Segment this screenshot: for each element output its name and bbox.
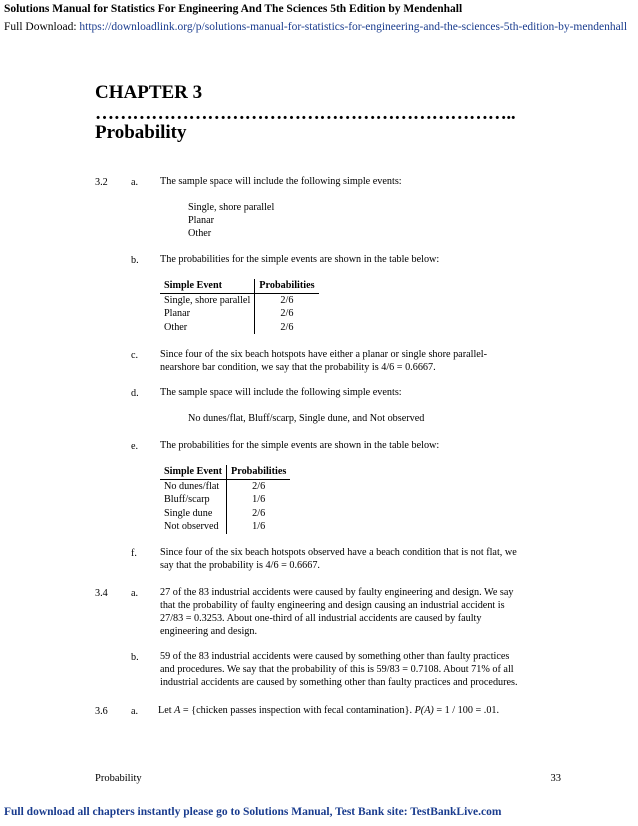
part-text: The probabilities for the simple events are shown in the table below: bbox=[160, 254, 440, 265]
part-text: 59 of the 83 industrial accidents were caused by something other than faulty practices bbox=[160, 651, 510, 662]
sample-space-item: Single, shore parallel bbox=[188, 202, 275, 213]
table-cell: Single, shore parallel bbox=[160, 293, 255, 307]
part-text: Since four of the six beach hotspots observed have a beach condition that is not flat, we bbox=[160, 547, 517, 558]
part-text: Since four of the six beach hotspots have either a planar or single shore parallel- bbox=[160, 349, 488, 360]
probability-table bbox=[160, 279, 319, 334]
dot-leader: ………………………………………………………….. bbox=[95, 103, 516, 124]
table-row bbox=[160, 321, 319, 335]
table-cell: Other bbox=[160, 321, 255, 335]
page-number: 33 bbox=[550, 773, 561, 784]
part-text: 27 of the 83 industrial accidents were caused by faulty engineering and design. We say bbox=[160, 587, 514, 598]
part-label: e. bbox=[131, 441, 139, 452]
problem-number: 3.2 bbox=[95, 177, 108, 188]
part-label: a. bbox=[131, 588, 139, 599]
table-row bbox=[160, 307, 319, 321]
text-fragment: Let bbox=[158, 705, 175, 716]
problem-number: 3.6 bbox=[95, 706, 108, 717]
part-text: that the probability of faulty engineering and design causing an industrial accident is bbox=[160, 600, 505, 611]
part-label: a. bbox=[131, 706, 139, 717]
part-text: The sample space will include the following simple events: bbox=[160, 176, 402, 187]
text-fragment: = 1 / 100 = .01. bbox=[433, 705, 500, 716]
banner-title: Solutions Manual for Statistics For Engineering And The Sciences 5th Edition by Mendenhall bbox=[4, 3, 463, 15]
part-label: c. bbox=[131, 350, 139, 361]
part-text: The probabilities for the simple events are shown in the table below: bbox=[160, 440, 440, 451]
problem-number: 3.4 bbox=[95, 588, 108, 599]
part-text: The sample space will include the following simple events: bbox=[160, 387, 402, 398]
table-row bbox=[160, 293, 319, 307]
part-label: b. bbox=[131, 255, 139, 266]
banner-download bbox=[4, 21, 638, 33]
table-row bbox=[160, 507, 290, 521]
table-header: Simple Event bbox=[160, 279, 255, 293]
sample-space-item: Planar bbox=[188, 215, 215, 226]
table-cell: Bluff/scarp bbox=[160, 493, 227, 507]
part-text: say that the probability is 4/6 = 0.6667. bbox=[160, 560, 320, 571]
part-text: and procedures. We say that the probability of this is 59/83 = 0.7108. About 71% of all bbox=[160, 664, 514, 675]
table-cell: 2/6 bbox=[280, 294, 294, 306]
expression: P(A) bbox=[414, 705, 434, 716]
table-cell: Planar bbox=[160, 307, 255, 321]
variable: A bbox=[174, 705, 181, 716]
sample-space-list: No dunes/flat, Bluff/scarp, Single dune, and Not observed bbox=[188, 413, 425, 424]
part-label: b. bbox=[131, 652, 139, 663]
table-header: Simple Event bbox=[160, 465, 227, 479]
bottom-banner[interactable]: Full download all chapters instantly please go to Solutions Manual, Test Bank site: TestBankLive.com bbox=[4, 806, 502, 818]
section-title: Probability bbox=[95, 122, 187, 143]
part-text bbox=[158, 704, 499, 718]
table-cell: 2/6 bbox=[280, 308, 294, 319]
table-cell: 2/6 bbox=[252, 507, 266, 519]
footer-section: Probability bbox=[95, 773, 142, 784]
part-label: d. bbox=[131, 388, 139, 399]
table-cell: No dunes/flat bbox=[160, 479, 227, 493]
part-text: industrial accidents are caused by something other than faulty practices and procedures. bbox=[160, 677, 518, 688]
download-prefix: Full Download: bbox=[4, 21, 80, 33]
download-link[interactable]: https://downloadlink.org/p/solutions-manual-for-statistics-for-engineering-and-the-sciences-5th-edition-by-mendenhall bbox=[79, 21, 628, 33]
table-row bbox=[160, 520, 290, 534]
table-header: Probabilities bbox=[227, 465, 291, 479]
table-row bbox=[160, 493, 290, 507]
table-cell: Not observed bbox=[160, 520, 227, 534]
table-cell: 1/6 bbox=[252, 521, 266, 532]
table-cell: 2/6 bbox=[252, 480, 266, 492]
text-fragment: = {chicken passes inspection with fecal contamination}. bbox=[180, 705, 415, 716]
sample-space-item: Other bbox=[188, 228, 212, 239]
table-cell: 1/6 bbox=[252, 494, 266, 505]
table-cell: 2/6 bbox=[280, 321, 294, 333]
table-cell: Single dune bbox=[160, 507, 227, 521]
probability-table bbox=[160, 465, 290, 534]
part-text: 27/83 = 0.3253. About one-third of all industrial accidents are caused by faulty bbox=[160, 613, 482, 624]
part-text: engineering and design. bbox=[160, 626, 258, 637]
chapter-heading: CHAPTER 3 bbox=[95, 82, 203, 103]
part-label: f. bbox=[131, 548, 137, 559]
part-label: a. bbox=[131, 177, 139, 188]
table-row bbox=[160, 479, 290, 493]
table-header: Probabilities bbox=[255, 279, 319, 293]
part-text: nearshore bar condition, we say that the probability is 4/6 = 0.6667. bbox=[160, 362, 436, 373]
